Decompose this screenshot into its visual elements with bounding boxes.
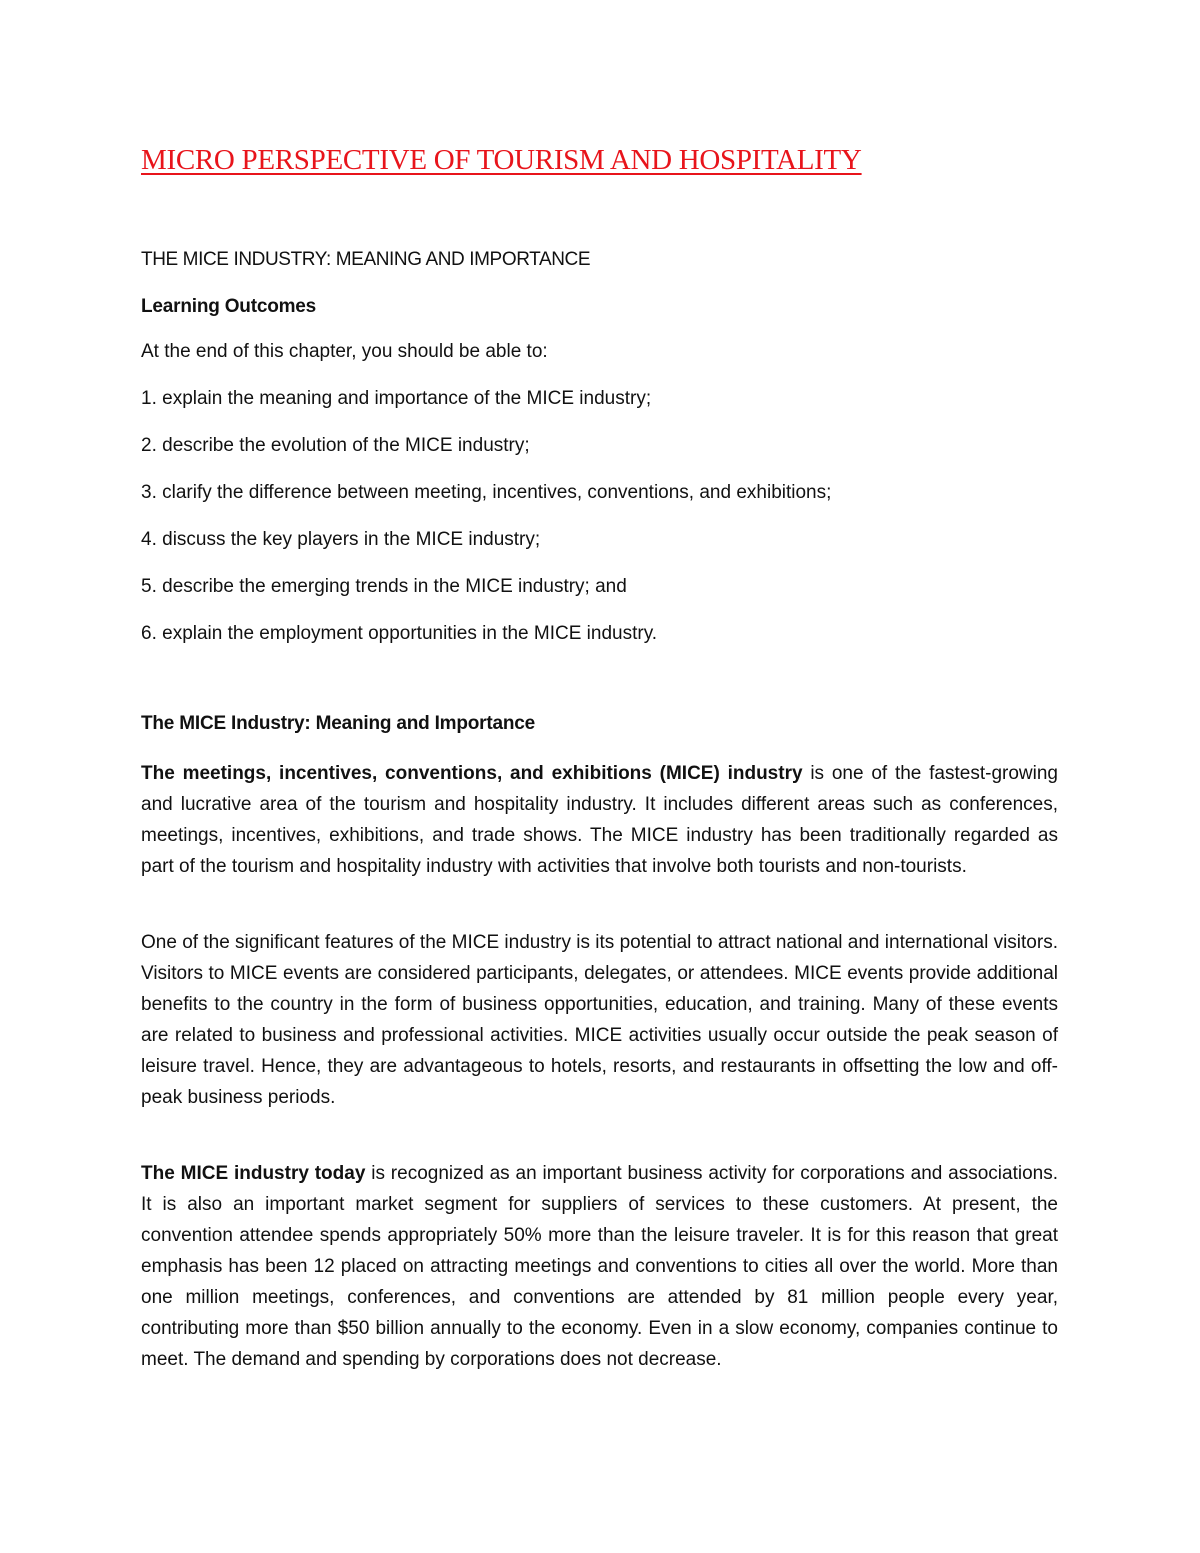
paragraph-body: is recognized as an important business activity for corporations and associations. It is also an important market segment for suppliers of services to these customers. At present, the convention attendee spends appropriately 50% more than the leisure traveler. It is for this reason that great emphasis has been 12 placed on attracting meetings and conventions to cities all over the world. More than one million meetings, conferences, and conventions are attended by 81 million people every year, contributing more than $50 billion annually to the economy. Even in a slow economy, companies continue to meet. The demand and spending by corporations does not decrease. (141, 1163, 1058, 1370)
paragraph-lead: The meetings, incentives, conventions, and exhibitions (MICE) industry (141, 763, 803, 784)
learning-outcomes-list (141, 383, 831, 665)
paragraph-lead: The MICE industry today (141, 1163, 366, 1184)
chapter-heading: THE MICE INDUSTRY: MEANING AND IMPORTANCE (141, 249, 591, 270)
paragraph-mice-definition (141, 758, 1058, 882)
list-item: 6. explain the employment opportunities in the MICE industry. (141, 623, 658, 644)
learning-outcomes-heading: Learning Outcomes (141, 296, 317, 317)
list-item: 1. explain the meaning and importance of the MICE industry; (141, 388, 652, 409)
list-item: 3. clarify the difference between meeting, incentives, conventions, and exhibitions; (141, 482, 832, 503)
section-heading: The MICE Industry: Meaning and Importance (141, 713, 536, 734)
list-item: 4. discuss the key players in the MICE industry; (141, 529, 541, 550)
document-title: MICRO PERSPECTIVE OF TOURISM AND HOSPITALITY (141, 144, 862, 176)
paragraph-body: is one of the fastest-growing and lucrative area of the tourism and hospitality industry. It includes different areas such as conferences, meetings, incentives, exhibitions, and trade shows. The MICE industry has been traditionally regarded as part of the tourism and hospitality industry with activities that involve both tourists and non-tourists. (141, 763, 1058, 877)
outcomes-intro: At the end of this chapter, you should be able to: (141, 341, 548, 362)
paragraph-mice-today (141, 1158, 1058, 1375)
list-item: 2. describe the evolution of the MICE industry; (141, 435, 530, 456)
paragraph-significant-features: One of the significant features of the MICE industry is its potential to attract national and international visitors. Visitors to MICE events are considered participants, delegates, or attendees. MICE events provide additional benefits to the country in the form of business opportunities, education, and training. Many of these events are related to business and professional activities. MICE activities usually occur outside the peak season of leisure travel. Hence, they are advantageous to hotels, resorts, and restaurants in offsetting the low and off-peak business periods. (141, 932, 1058, 1108)
list-item: 5. describe the emerging trends in the MICE industry; and (141, 576, 627, 597)
